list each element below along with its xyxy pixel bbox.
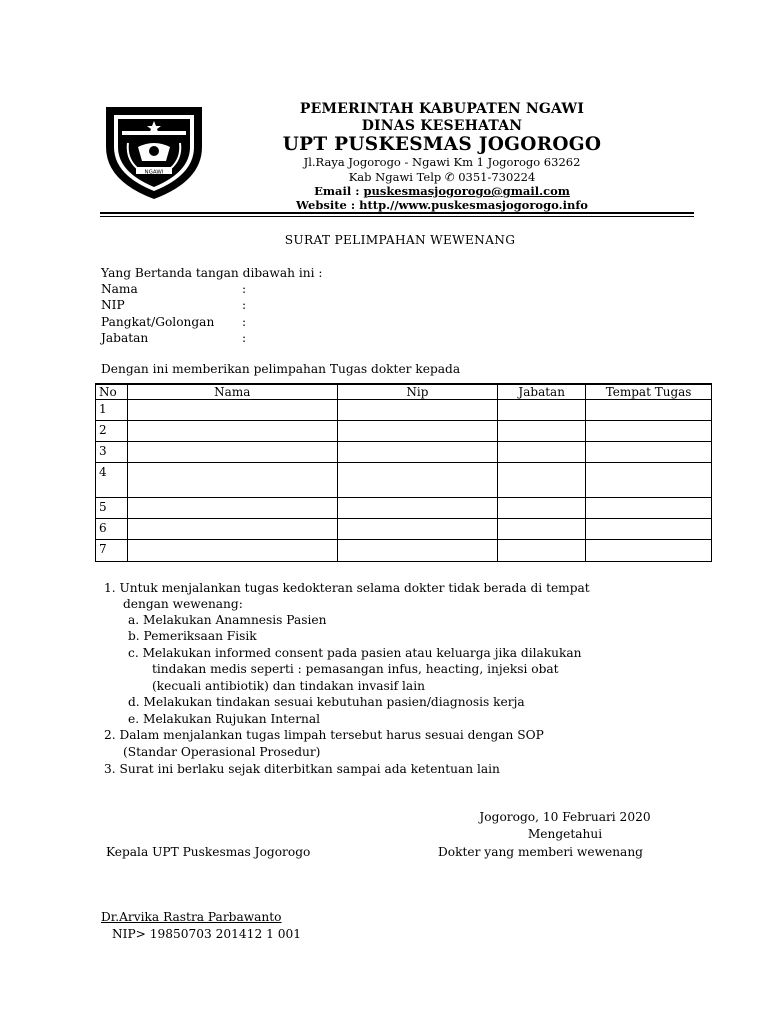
cell-jabatan [498, 421, 586, 442]
point-1a: a. Melakukan Anamnesis Pasien [128, 613, 327, 627]
signer-left-title: Kepala UPT Puskesmas Jogorogo [106, 845, 311, 859]
column-header-no: No [96, 384, 128, 400]
cell-nip [337, 400, 498, 421]
field-colon: : [242, 282, 247, 296]
signer-name: Dr.Arvika Rastra Parbawanto [101, 910, 282, 924]
row-number: 5 [96, 498, 128, 519]
table-row [96, 540, 712, 562]
cell-nama [127, 400, 337, 421]
cell-nama [127, 421, 337, 442]
column-header-nama: Nama [127, 384, 337, 400]
field-colon: : [242, 298, 247, 312]
letterhead-department: DINAS KESEHATAN [361, 118, 523, 134]
column-header-jabatan: Jabatan [498, 384, 586, 400]
field-label-jabatan: Jabatan [101, 331, 149, 345]
cell-tempat-tugas [586, 498, 712, 519]
point-1c-line1: c. Melakukan informed consent pada pasien atau keluarga jika dilakukan [128, 646, 582, 660]
table-header-row [96, 384, 712, 400]
letterhead-rule-thin [100, 216, 694, 217]
ngawi-regency-logo [102, 103, 206, 201]
point-2-line2: (Standar Operasional Prosedur) [123, 745, 321, 759]
letterhead-email-line [232, 184, 652, 198]
cell-jabatan [498, 400, 586, 421]
field-colon: : [242, 315, 247, 329]
cell-jabatan [498, 519, 586, 540]
table-intro: Dengan ini memberikan pelimpahan Tugas dokter kepada [101, 362, 461, 376]
letterhead-rule-thick [100, 212, 694, 214]
intro-text: Yang Bertanda tangan dibawah ini : [101, 266, 323, 280]
letterhead-government: PEMERINTAH KABUPATEN NGAWI [299, 101, 585, 117]
point-1b: b. Pemeriksaan Fisik [128, 629, 257, 643]
row-number: 7 [96, 540, 128, 562]
place-date: Jogorogo, 10 Februari 2020 [479, 810, 651, 824]
letterhead-institution: UPT PUSKESMAS JOGOROGO [282, 134, 602, 155]
cell-nip [337, 463, 498, 498]
cell-nip [337, 540, 498, 562]
cell-nama [127, 442, 337, 463]
cell-jabatan [498, 463, 586, 498]
cell-nama [127, 498, 337, 519]
cell-tempat-tugas [586, 442, 712, 463]
letterhead-address: Jl.Raya Jogorogo - Ngawi Km 1 Jogorogo 63262 [303, 155, 581, 169]
email-link[interactable]: puskesmasjogorogo@gmail.com [363, 184, 570, 198]
table-row [96, 463, 712, 498]
cell-nip [337, 442, 498, 463]
cell-nama [127, 519, 337, 540]
svg-text:NGAWI: NGAWI [144, 169, 164, 176]
row-number: 1 [96, 400, 128, 421]
cell-tempat-tugas [586, 421, 712, 442]
acknowledged-label: Mengetahui [527, 827, 603, 841]
point-1c-line2: tindakan medis seperti : pemasangan infus, heacting, injeksi obat [152, 662, 559, 676]
column-header-tempat-tugas: Tempat Tugas [586, 384, 712, 400]
cell-jabatan [498, 442, 586, 463]
point-1-line1: 1. Untuk menjalankan tugas kedokteran selama dokter tidak berada di tempat [104, 581, 590, 595]
point-1d: d. Melakukan tindakan sesuai kebutuhan pasien/diagnosis kerja [128, 695, 525, 709]
column-header-nip: Nip [337, 384, 498, 400]
point-2-line1: 2. Dalam menjalankan tugas limpah tersebut harus sesuai dengan SOP [104, 728, 544, 742]
table-row [96, 421, 712, 442]
field-label-nip: NIP [101, 298, 125, 312]
field-label-pangkat: Pangkat/Golongan [101, 315, 215, 329]
cell-nip [337, 421, 498, 442]
point-1e: e. Melakukan Rujukan Internal [128, 712, 321, 726]
cell-nama [127, 463, 337, 498]
row-number: 3 [96, 442, 128, 463]
cell-jabatan [498, 498, 586, 519]
cell-tempat-tugas [586, 519, 712, 540]
field-label-nama: Nama [101, 282, 138, 296]
row-number: 6 [96, 519, 128, 540]
cell-nama [127, 540, 337, 562]
table-row [96, 400, 712, 421]
letterhead-phone: Kab Ngawi Telp ✆ 0351-730224 [348, 170, 536, 184]
table-row [96, 519, 712, 540]
point-3: 3. Surat ini berlaku sejak diterbitkan sampai ada ketentuan lain [104, 762, 500, 776]
signer-nip: NIP> 19850703 201412 1 001 [112, 927, 301, 941]
point-1c-line3: (kecuali antibiotik) dan tindakan invasif lain [152, 679, 425, 693]
delegation-table [95, 383, 712, 562]
row-number: 2 [96, 421, 128, 442]
cell-nip [337, 519, 498, 540]
cell-nip [337, 498, 498, 519]
row-number: 4 [96, 463, 128, 498]
signer-right-title: Dokter yang memberi wewenang [438, 845, 643, 859]
document-title: SURAT PELIMPAHAN WEWENANG [284, 233, 516, 247]
letterhead-website: Website : http.//www.puskesmasjogorogo.info [296, 198, 588, 212]
cell-tempat-tugas [586, 463, 712, 498]
table-row [96, 498, 712, 519]
field-colon: : [242, 331, 247, 345]
cell-jabatan [498, 540, 586, 562]
email-label: Email : [314, 184, 364, 198]
table-row [96, 442, 712, 463]
cell-tempat-tugas [586, 400, 712, 421]
cell-tempat-tugas [586, 540, 712, 562]
point-1-line2: dengan wewenang: [123, 597, 243, 611]
